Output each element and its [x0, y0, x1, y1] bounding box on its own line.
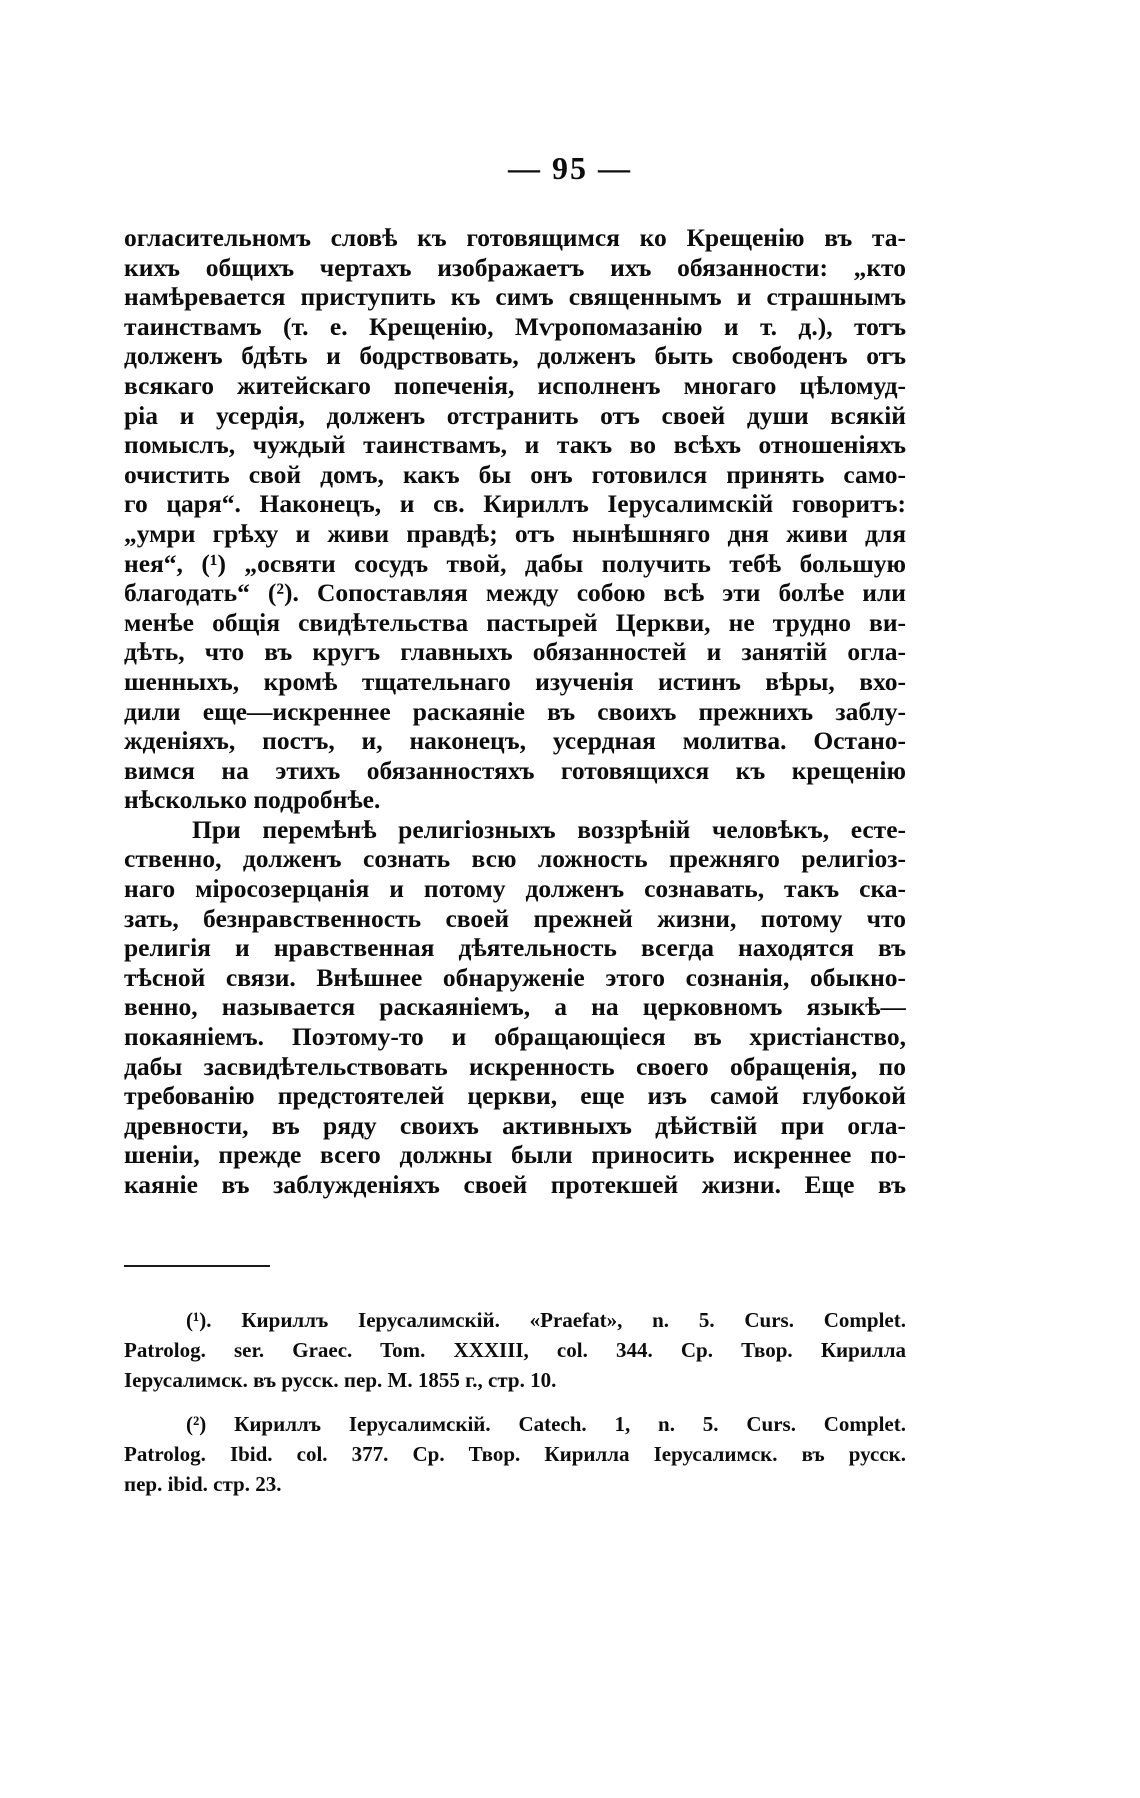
- text-line: го царя“. Наконецъ, и св. Кириллъ Іерусалимскій говоритъ:: [124, 489, 906, 519]
- text-line: менѣе общія свидѣтельства пастырей Церкви, не трудно ви-: [124, 607, 906, 637]
- text-line: „умри грѣху и живи правдѣ; отъ нынѣшняго дня живи для: [124, 518, 906, 548]
- text-line: вимся на этихъ обязанностяхъ готовящихся къ крещенію: [124, 755, 906, 785]
- text-line: всякаго житейскаго попеченія, исполненъ многаго цѣломуд-: [124, 370, 906, 400]
- text-line: требованію предстоятелей церкви, еще изъ самой глубокой: [124, 1081, 906, 1111]
- footnote-2-line: (²) Кириллъ Іерусалимскій. Catech. 1, n. 5. Curs. Complet.: [186, 1412, 906, 1436]
- text-line: ственно, долженъ сознать всю ложность прежняго религіоз-: [124, 844, 906, 874]
- body-text: [124, 223, 906, 1200]
- text-line: дили еще—искреннее раскаяніе въ своихъ прежнихъ заблу-: [124, 696, 906, 726]
- paragraph-end-line: нѣсколько подробнѣе.: [124, 785, 381, 815]
- text-line: долженъ бдѣть и бодрствовать, долженъ быть свободенъ отъ: [124, 341, 906, 371]
- footnote-1-line: Patrolog. ser. Graec. Tom. XXXIII, col. 344. Ср. Твор. Кирилла: [124, 1338, 906, 1362]
- text-line: зать, безнравственность своей прежней жизни, потому что: [124, 903, 906, 933]
- text-line: религія и нравственная дѣятельность всегда находятся въ: [124, 933, 906, 963]
- footnote-2-line: пер. ibid. стр. 23.: [124, 1472, 282, 1496]
- footnotes: [124, 1305, 906, 1499]
- text-line: ріа и усердія, долженъ отстранить отъ своей души всякій: [124, 400, 906, 430]
- text-line: дѣть, что въ кругъ главныхъ обязанностей и занятій огла-: [124, 637, 906, 667]
- text-line: венно, называется раскаяніемъ, а на церковномъ языкѣ—: [124, 992, 906, 1022]
- text-line: благодать“ (²). Сопоставляя между собою всѣ эти болѣе или: [124, 578, 906, 608]
- footnote-divider: [124, 1265, 270, 1267]
- text-line: шенныхъ, кромѣ тщательнаго изученія истинъ вѣры, вхо-: [124, 666, 906, 696]
- text-line: помыслъ, чуждый таинствамъ, и такъ во всѣхъ отношеніяхъ: [124, 430, 906, 460]
- text-line: кихъ общихъ чертахъ изображаетъ ихъ обязанности: „кто: [124, 252, 906, 282]
- text-line: шеніи, прежде всего должны были приносить искреннее по-: [124, 1140, 906, 1170]
- text-line: таинствамъ (т. е. Крещенію, Мѵропомазанію и т. д.), тотъ: [124, 311, 906, 341]
- text-line: наго міросозерцанія и потому долженъ сознавать, такъ ска-: [124, 874, 906, 904]
- text-line: жденіяхъ, постъ, и, наконецъ, усердная молитва. Остано-: [124, 726, 906, 756]
- text-line: намѣревается приступить къ симъ священнымъ и страшнымъ: [124, 282, 906, 312]
- footnote-2-line: Patrolog. Ibid. col. 377. Ср. Твор. Кирилла Іерусалимск. въ русск.: [124, 1442, 906, 1466]
- text-line: огласительномъ словѣ къ готовящимся ко Крещенію въ та-: [124, 223, 906, 252]
- page-number: — 95 —: [508, 150, 632, 186]
- text-line: дабы засвидѣтельствовать искренность своего обращенія, по: [124, 1051, 906, 1081]
- text-line: нея“, (¹) „освяти сосудъ твой, дабы получить тебѣ большую: [124, 548, 906, 578]
- text-line: очистить свой домъ, какъ бы онъ готовился принять само-: [124, 459, 906, 489]
- text-line: древности, въ ряду своихъ активныхъ дѣйствій при огла-: [124, 1110, 906, 1140]
- text-line: тѣсной связи. Внѣшнее обнаруженіе этого сознанія, обыкно-: [124, 962, 906, 992]
- text-line: покаяніемъ. Поэтому-то и обращающіеся въ христіанство,: [124, 1022, 906, 1052]
- paragraph-start-line: При перемѣнѣ религіозныхъ воззрѣній человѣкъ, есте-: [192, 814, 906, 844]
- footnote-1-line: Іерусалимск. въ русск. пер. М. 1855 г., стр. 10.: [124, 1368, 557, 1392]
- footnote-1-line: (¹). Кириллъ Іерусалимскій. «Praefat», n. 5. Curs. Complet.: [186, 1308, 906, 1332]
- text-line: каяніе въ заблужденіяхъ своей протекшей жизни. Еще въ: [124, 1170, 906, 1199]
